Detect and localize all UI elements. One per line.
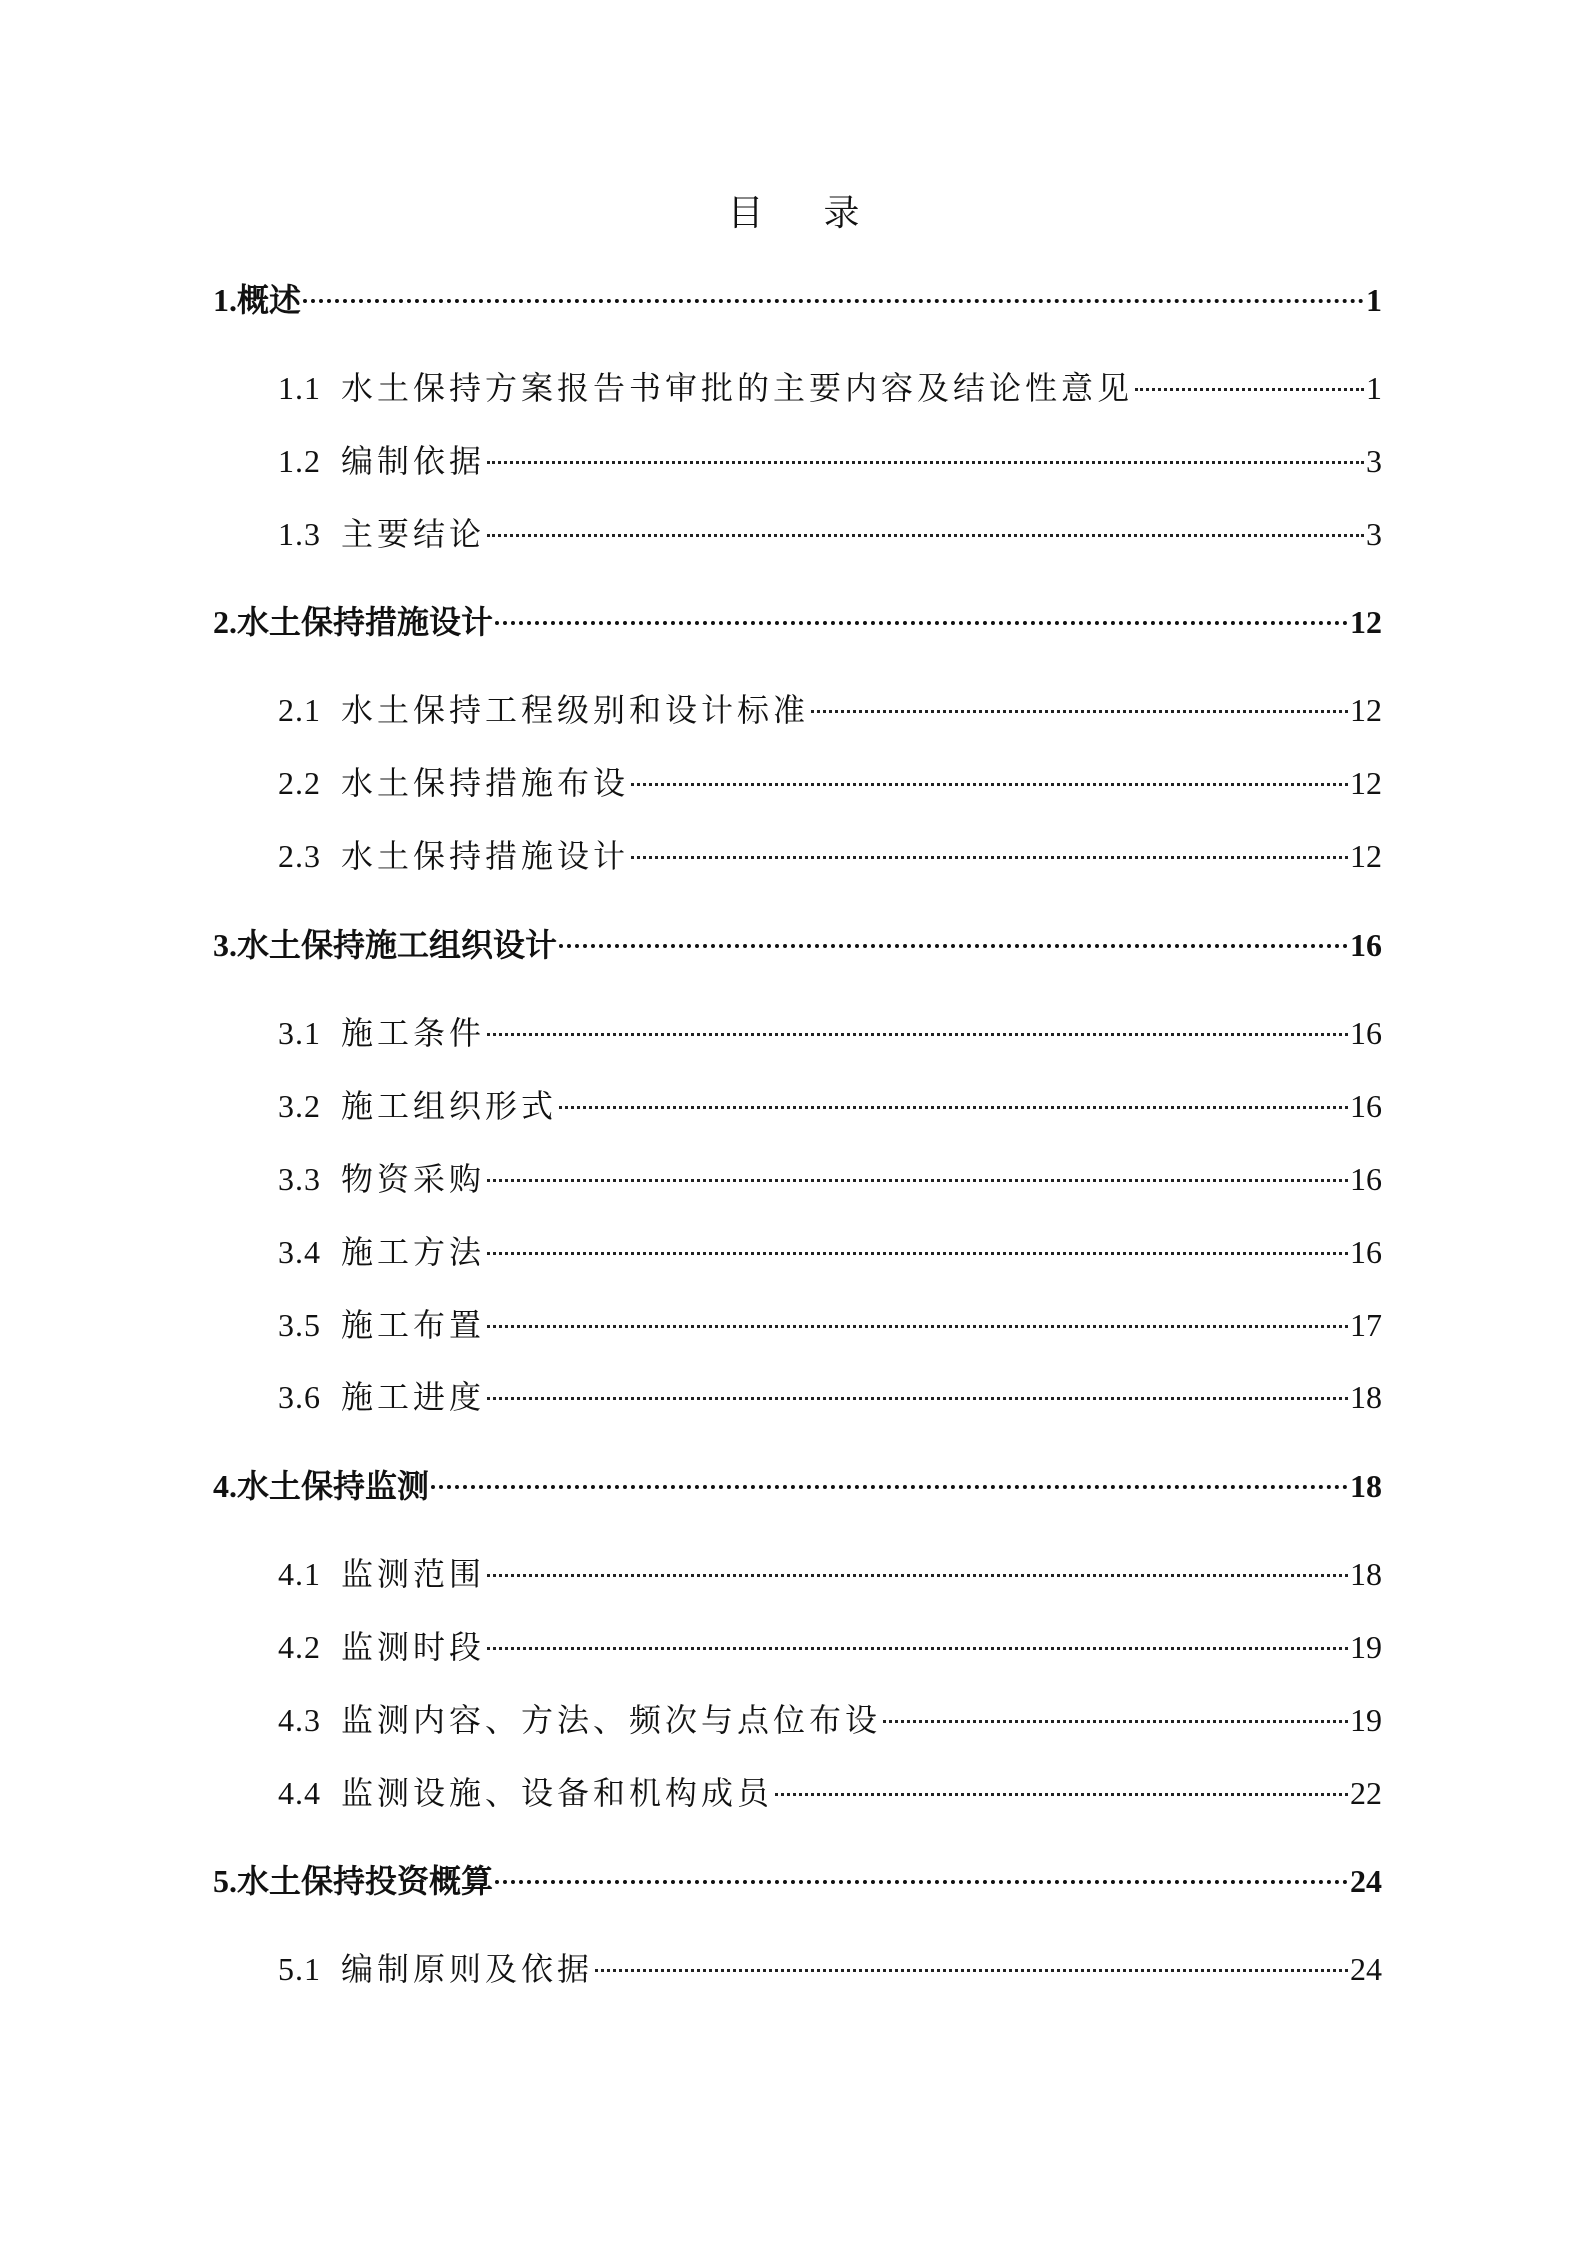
dot-leader: [487, 1574, 1348, 1577]
dot-leader: [487, 1647, 1348, 1650]
toc-entry[interactable]: [278, 685, 1382, 735]
toc-entry-text: 施工进度: [341, 1378, 486, 1416]
toc-entry[interactable]: [278, 1944, 1382, 1994]
toc-entry-number: 4.2: [278, 1629, 321, 1665]
toc-entry-text: 施工方法: [341, 1233, 486, 1271]
toc-entry-number: 1.2: [278, 443, 321, 479]
toc-entry-page: 12: [1350, 765, 1382, 801]
dot-leader: [487, 1325, 1348, 1328]
dot-leader: [775, 1793, 1348, 1796]
toc-entry-number: 3.5: [278, 1307, 321, 1343]
toc-entry-number: 3.1: [278, 1015, 321, 1051]
toc-entry-number: 2.1: [278, 692, 321, 728]
toc-entry-text: 水土保持措施设计: [341, 837, 630, 875]
toc-entry-page: 18: [1350, 1379, 1382, 1415]
toc-entry-page: 19: [1350, 1629, 1382, 1665]
toc-entry-text: 施工条件: [341, 1014, 486, 1052]
toc-entry-text: 物资采购: [341, 1160, 486, 1198]
toc-entry-page: 18: [1350, 1468, 1382, 1504]
toc-entry[interactable]: [278, 1154, 1382, 1204]
toc-entry-number: 1.: [213, 282, 237, 318]
dot-leader: [487, 461, 1364, 464]
toc-entry[interactable]: [278, 1695, 1382, 1745]
toc-entry[interactable]: [278, 509, 1382, 559]
toc-entry-number: 3.4: [278, 1234, 321, 1270]
toc-entry-page: 17: [1350, 1307, 1382, 1343]
toc-entry-text: 监测时段: [341, 1628, 486, 1666]
toc-entry-text: 水土保持施工组织设计: [237, 926, 558, 964]
toc-entry-page: 1: [1366, 282, 1382, 318]
toc-entry-page: 12: [1350, 692, 1382, 728]
dot-leader: [303, 299, 1364, 303]
toc-entry-text: 监测设施、设备和机构成员: [341, 1774, 774, 1812]
toc-entry-page: 16: [1350, 1088, 1382, 1124]
toc-entry-page: 18: [1350, 1556, 1382, 1592]
toc-entry[interactable]: [213, 597, 1382, 647]
toc-entry[interactable]: [278, 1008, 1382, 1058]
toc-entry-number: 2.: [213, 604, 237, 640]
toc-entry-text: 水土保持监测: [237, 1467, 430, 1505]
dot-leader: [811, 710, 1348, 713]
toc-entry-number: 3.3: [278, 1161, 321, 1197]
toc-entry-text: 水土保持措施布设: [341, 764, 630, 802]
toc-entry-number: 4.4: [278, 1775, 321, 1811]
toc-entry-text: 编制依据: [341, 442, 486, 480]
toc-entry-page: 16: [1350, 927, 1382, 963]
toc-entry-page: 3: [1366, 516, 1382, 552]
toc-entry[interactable]: [278, 1622, 1382, 1672]
toc-entry-page: 16: [1350, 1161, 1382, 1197]
dot-leader: [559, 1106, 1348, 1109]
toc-entry[interactable]: [278, 1768, 1382, 1818]
toc-entry[interactable]: [278, 1227, 1382, 1277]
toc-entry-number: 1.3: [278, 516, 321, 552]
toc-entry[interactable]: [278, 758, 1382, 808]
toc-entry-page: 24: [1350, 1951, 1382, 1987]
toc-entry-page: 16: [1350, 1015, 1382, 1051]
toc-entry-text: 概述: [237, 281, 302, 319]
toc-entry-number: 2.2: [278, 765, 321, 801]
toc-entry-page: 1: [1366, 370, 1382, 406]
toc-entry-page: 12: [1350, 838, 1382, 874]
toc-entry-number: 4.3: [278, 1702, 321, 1738]
dot-leader: [495, 621, 1348, 625]
toc-entry-text: 水土保持工程级别和设计标准: [341, 691, 810, 729]
toc-entry[interactable]: [278, 436, 1382, 486]
toc-entry-number: 1.1: [278, 370, 321, 406]
toc-entry-text: 施工组织形式: [341, 1087, 558, 1125]
toc-entry[interactable]: [278, 363, 1382, 413]
toc-entry-page: 12: [1350, 604, 1382, 640]
toc-entry[interactable]: [213, 920, 1382, 970]
toc-entry-text: 主要结论: [341, 515, 486, 553]
dot-leader: [631, 783, 1348, 786]
toc-entry-page: 16: [1350, 1234, 1382, 1270]
page-title: 目录: [727, 193, 920, 234]
toc-entry-number: 3.2: [278, 1088, 321, 1124]
toc-entry-page: 3: [1366, 443, 1382, 479]
dot-leader: [487, 534, 1364, 537]
toc-entry-text: 施工布置: [341, 1306, 486, 1344]
toc-entry-number: 3.: [213, 927, 237, 963]
toc-entry-number: 3.6: [278, 1379, 321, 1415]
dot-leader: [487, 1252, 1348, 1255]
dot-leader: [595, 1969, 1348, 1972]
toc-entry-page: 19: [1350, 1702, 1382, 1738]
toc-entry-page: 24: [1350, 1863, 1382, 1899]
toc-entry-text: 编制原则及依据: [341, 1950, 594, 1988]
toc-entry-text: 监测内容、方法、频次与点位布设: [341, 1701, 882, 1739]
toc-entry-number: 4.1: [278, 1556, 321, 1592]
dot-leader: [631, 856, 1348, 859]
toc-entry-text: 水土保持方案报告书审批的主要内容及结论性意见: [341, 369, 1134, 407]
toc-entry[interactable]: [278, 1549, 1382, 1599]
toc-entry-text: 水土保持措施设计: [237, 603, 494, 641]
toc-entry[interactable]: [278, 1300, 1382, 1350]
toc-entry[interactable]: [278, 1081, 1382, 1131]
dot-leader: [487, 1033, 1348, 1036]
toc-entry[interactable]: [278, 1372, 1382, 1422]
dot-leader: [559, 944, 1348, 948]
dot-leader: [1135, 388, 1364, 391]
toc-entry[interactable]: [213, 275, 1382, 325]
toc-entry[interactable]: [213, 1461, 1382, 1511]
dot-leader: [495, 1880, 1348, 1884]
toc-entry[interactable]: [213, 1856, 1382, 1906]
toc-entry-number: 5.: [213, 1863, 237, 1899]
toc-entry-number: 5.1: [278, 1951, 321, 1987]
toc-entry[interactable]: [278, 831, 1382, 881]
dot-leader: [487, 1397, 1348, 1400]
toc-entry-number: 2.3: [278, 838, 321, 874]
dot-leader: [883, 1720, 1348, 1723]
toc-entry-text: 水土保持投资概算: [237, 1862, 494, 1900]
toc-entry-text: 监测范围: [341, 1555, 486, 1593]
toc-entry-page: 22: [1350, 1775, 1382, 1811]
toc-entry-number: 4.: [213, 1468, 237, 1504]
dot-leader: [487, 1179, 1348, 1182]
dot-leader: [431, 1485, 1348, 1489]
